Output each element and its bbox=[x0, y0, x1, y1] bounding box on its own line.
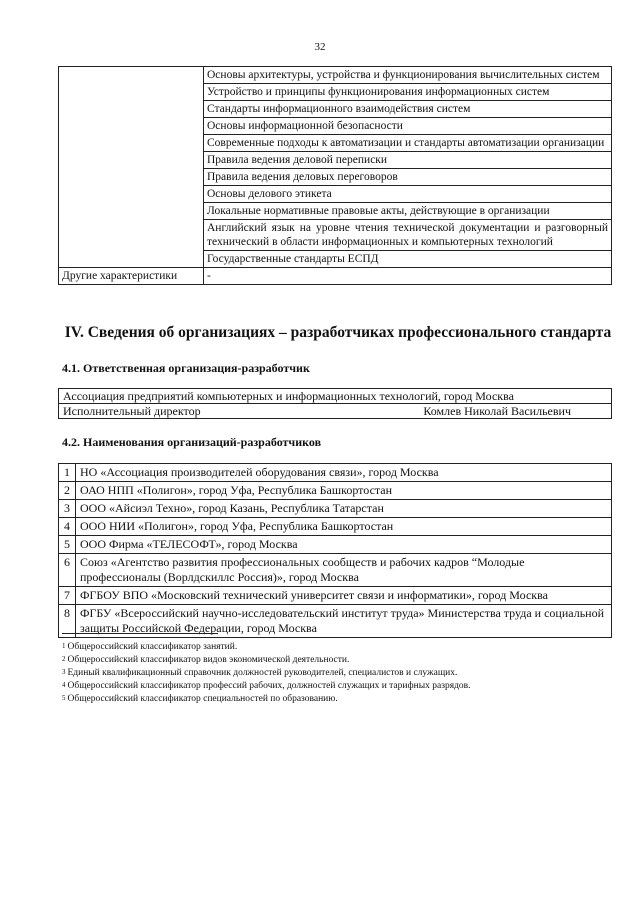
knowledge-item: Основы делового этикета bbox=[204, 186, 612, 203]
organization-name: Союз «Агентство развития профессиональных сообществ и рабочих кадров “Молодые профессионалы (Ворлдскиллс Россия)», город Москва bbox=[76, 554, 612, 587]
footnote-text: Общероссийский классификатор видов экономической деятельности. bbox=[67, 655, 350, 665]
knowledge-item: Правила ведения деловой переписки bbox=[204, 152, 612, 169]
other-characteristics-value: - bbox=[204, 268, 612, 285]
table-row bbox=[59, 404, 612, 419]
table-row bbox=[59, 554, 612, 587]
table-row bbox=[59, 500, 612, 518]
responsible-position: Исполнительный директор bbox=[63, 404, 201, 418]
footnote bbox=[62, 667, 471, 680]
knowledge-item: Современные подходы к автоматизации и стандарты автоматизации организации bbox=[204, 135, 612, 152]
knowledge-item: Государственные стандарты ЕСПД bbox=[204, 251, 612, 268]
row-number: 5 bbox=[59, 536, 76, 554]
footnote bbox=[62, 693, 471, 706]
knowledge-label-cell bbox=[59, 67, 204, 268]
row-number: 2 bbox=[59, 482, 76, 500]
table-row bbox=[59, 482, 612, 500]
footnote bbox=[62, 654, 471, 667]
table-row bbox=[59, 518, 612, 536]
knowledge-table bbox=[58, 66, 612, 285]
organization-name: ФГБОУ ВПО «Московский технический университет связи и информатики», город Москва bbox=[76, 587, 612, 605]
responsible-person: Комлев Николай Васильевич bbox=[423, 404, 571, 418]
footnote-mark: 3 bbox=[62, 668, 66, 676]
footnotes bbox=[62, 641, 471, 706]
section-title: IV. Сведения об организациях – разработчиках профессионального стандарта bbox=[64, 324, 612, 341]
responsible-heading: 4.1. Ответственная организация-разработчик bbox=[62, 361, 310, 375]
page-number: 32 bbox=[314, 41, 326, 53]
table-row bbox=[59, 268, 612, 285]
organization-name: ООО «Айсиэл Техно», город Казань, Республика Татарстан bbox=[76, 500, 612, 518]
table-row bbox=[59, 389, 612, 404]
footnote-text: Единый квалификационный справочник должностей руководителей, специалистов и служащих. bbox=[67, 668, 458, 678]
row-number: 1 bbox=[59, 464, 76, 482]
row-number: 7 bbox=[59, 587, 76, 605]
footnote-text: Общероссийский классификатор занятий. bbox=[67, 642, 238, 652]
table-row bbox=[59, 536, 612, 554]
footnote-text: Общероссийский классификатор специальностей по образованию. bbox=[67, 694, 338, 704]
knowledge-item: Правила ведения деловых переговоров bbox=[204, 169, 612, 186]
knowledge-item: Основы информационной безопасности bbox=[204, 118, 612, 135]
developers-table bbox=[58, 463, 612, 638]
knowledge-item: Локальные нормативные правовые акты, действующие в организации bbox=[204, 203, 612, 220]
other-characteristics-label: Другие характеристики bbox=[59, 268, 204, 285]
responsible-org-table bbox=[58, 388, 612, 419]
knowledge-item: Основы архитектуры, устройства и функционирования вычислительных систем bbox=[204, 67, 612, 84]
footnote-mark: 5 bbox=[62, 694, 66, 702]
organization-name: ОАО НПП «Полигон», город Уфа, Республика Башкортостан bbox=[76, 482, 612, 500]
table-row bbox=[59, 464, 612, 482]
row-number: 3 bbox=[59, 500, 76, 518]
table-row bbox=[59, 587, 612, 605]
row-number: 4 bbox=[59, 518, 76, 536]
organization-name: ФГБУ «Всероссийский научно-исследовательский институт труда» Министерства труда и социальной защиты Российской Федерации, город Москва bbox=[76, 605, 612, 638]
organization-name: ООО Фирма «ТЕЛЕСОФТ», город Москва bbox=[76, 536, 612, 554]
footnote-mark: 1 bbox=[62, 642, 66, 650]
organization-name: ООО НИИ «Полигон», город Уфа, Республика Башкортостан bbox=[76, 518, 612, 536]
developers-heading: 4.2. Наименования организаций-разработчиков bbox=[62, 435, 322, 449]
footnote-mark: 2 bbox=[62, 655, 66, 663]
footnote bbox=[62, 680, 471, 693]
footnote bbox=[62, 641, 471, 654]
responsible-signatory-cell bbox=[59, 404, 612, 419]
footnote-divider bbox=[62, 633, 218, 634]
row-number: 6 bbox=[59, 554, 76, 587]
footnote-mark: 4 bbox=[62, 681, 66, 689]
organization-name: НО «Ассоциация производителей оборудования связи», город Москва bbox=[76, 464, 612, 482]
responsible-org-name: Ассоциация предприятий компьютерных и информационных технологий, город Москва bbox=[59, 389, 612, 404]
footnote-text: Общероссийский классификатор профессий рабочих, должностей служащих и тарифных разрядов. bbox=[67, 681, 471, 691]
row-number: 8 bbox=[59, 605, 76, 638]
table-row bbox=[59, 67, 612, 84]
knowledge-item: Устройство и принципы функционирования информационных систем bbox=[204, 84, 612, 101]
knowledge-item: Стандарты информационного взаимодействия систем bbox=[204, 101, 612, 118]
knowledge-item: Английский язык на уровне чтения технической документации и разговорный технический в области информационных и компьютерных технологий bbox=[204, 220, 612, 251]
